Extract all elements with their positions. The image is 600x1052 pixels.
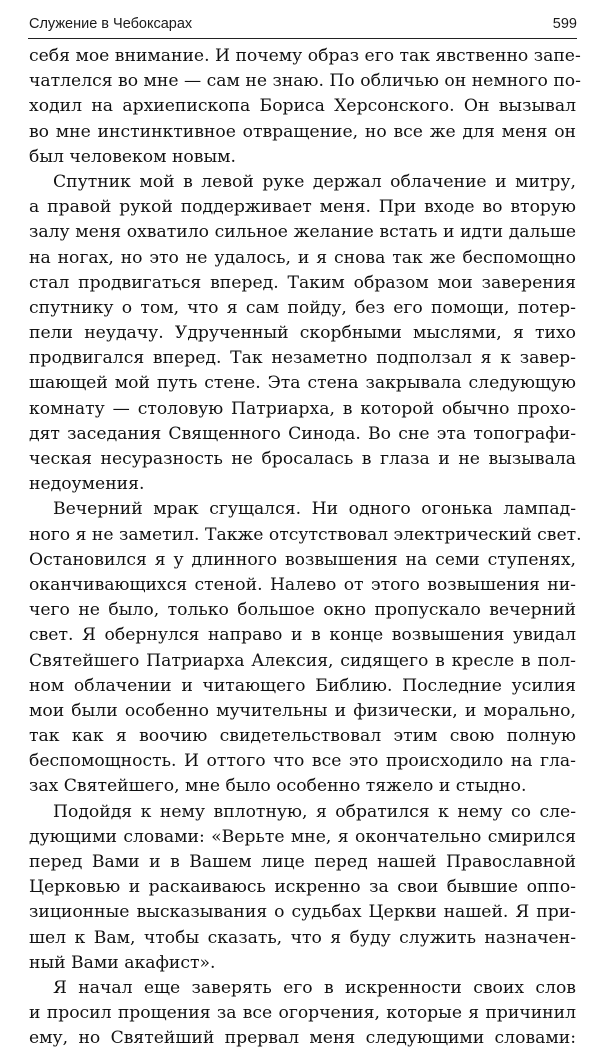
text-line: шел к Вам, чтобы сказать, что я буду служить назначен- bbox=[29, 927, 576, 948]
text-line: оканчивающихся стеной. Налево от этого возвышения ни- bbox=[29, 574, 576, 595]
text-line: а правой рукой поддерживает меня. При входе во вторую bbox=[29, 197, 576, 218]
text-line: Я начал еще заверять его в искренности своих слов bbox=[53, 977, 576, 998]
text-line: залу меня охватило сильное желание встать и идти дальше bbox=[29, 222, 576, 243]
text-line: зах Святейшего, мне было особенно тяжело и стыдно. bbox=[29, 776, 527, 797]
text-line: себя мое внимание. И почему образ его так явственно запе- bbox=[29, 46, 581, 66]
text-line: шающей мой путь стене. Эта стена закрывала следующую bbox=[29, 373, 576, 394]
text-line: во мне инстинктивное отвращение, но все же для меня он bbox=[29, 121, 576, 142]
text-line: ческая несуразность не бросалась в глаза и не вызывала bbox=[29, 449, 576, 469]
page-number: 599 bbox=[552, 16, 577, 32]
text-line: и просил прощения за все огорчения, которые я причинил bbox=[29, 1003, 576, 1024]
text-line: свет. Я обернулся направо и в конце возвышения увидал bbox=[29, 625, 576, 646]
text-line: ходил на архиепископа Бориса Херсонского. Он вызывал bbox=[29, 96, 576, 117]
text-line: Спутник мой в левой руке держал облачение и митру, bbox=[53, 171, 576, 192]
running-head bbox=[29, 6, 577, 32]
text-line: ном облачении и читающего Библию. Последние усилия bbox=[29, 675, 576, 696]
text-line: Церковью и раскаиваюсь искренно за свои бывшие оппо- bbox=[29, 877, 576, 898]
chapter-title: Служение в Чебоксарах bbox=[29, 16, 193, 32]
text-line: чего не было, только большое окно пропускало вечерний bbox=[29, 600, 576, 621]
header-rule bbox=[28, 38, 577, 39]
text-line: Вечерний мрак сгущался. Ни одного огонька лампад- bbox=[53, 499, 576, 520]
text-line: недоумения. bbox=[29, 474, 145, 495]
text-line: мои были особенно мучительны и физически, и морально, bbox=[29, 700, 576, 721]
text-line: перед Вами и в Вашем лице перед нашей Православной bbox=[29, 852, 576, 872]
text-line: ему, но Святейший прервал меня следующими словами: bbox=[29, 1028, 576, 1049]
text-line: зиционные высказывания о судьбах Церкви нашей. Я при- bbox=[29, 902, 576, 923]
text-line: Святейшего Патриарха Алексия, сидящего в кресле в пол- bbox=[29, 650, 576, 671]
text-line: пели неудачу. Удрученный скорбными мыслями, я тихо bbox=[29, 323, 576, 344]
text-line: на ногах, но это не удалось, и я снова так же беспомощно bbox=[29, 247, 576, 268]
text-line: Остановился я у длинного возвышения на семи ступенях, bbox=[29, 549, 576, 570]
text-line: комнату — столовую Патриарха, в которой обычно прохо- bbox=[29, 398, 576, 419]
body-text bbox=[29, 44, 582, 1052]
text-line: ного я не заметил. Также отсутствовал электрический свет. bbox=[29, 524, 582, 545]
text-line: продвигался вперед. Так незаметно подползал я к завер- bbox=[29, 348, 576, 369]
text-line: чатлелся во мне — сам не знаю. По обличью он немного по- bbox=[29, 71, 581, 92]
text-line: ный Вами акафист». bbox=[29, 952, 216, 973]
text-line: дят заседания Священного Синода. Во сне эта топографи- bbox=[29, 423, 576, 444]
text-line: Подойдя к нему вплотную, я обратился к нему со сле- bbox=[53, 801, 576, 822]
text-line: спутнику о том, что я сам пойду, без его помощи, потер- bbox=[29, 297, 576, 318]
text-line: дующими словами: «Верьте мне, я окончательно смирился bbox=[29, 826, 576, 847]
text-line: стал продвигаться вперед. Таким образом мои заверения bbox=[29, 272, 576, 293]
text-line: был человеком новым. bbox=[29, 146, 236, 167]
text-line: беспомощность. И оттого что все это происходило на гла- bbox=[29, 751, 576, 772]
text-line: так как я воочию свидетельствовал этим свою полную bbox=[29, 726, 576, 747]
